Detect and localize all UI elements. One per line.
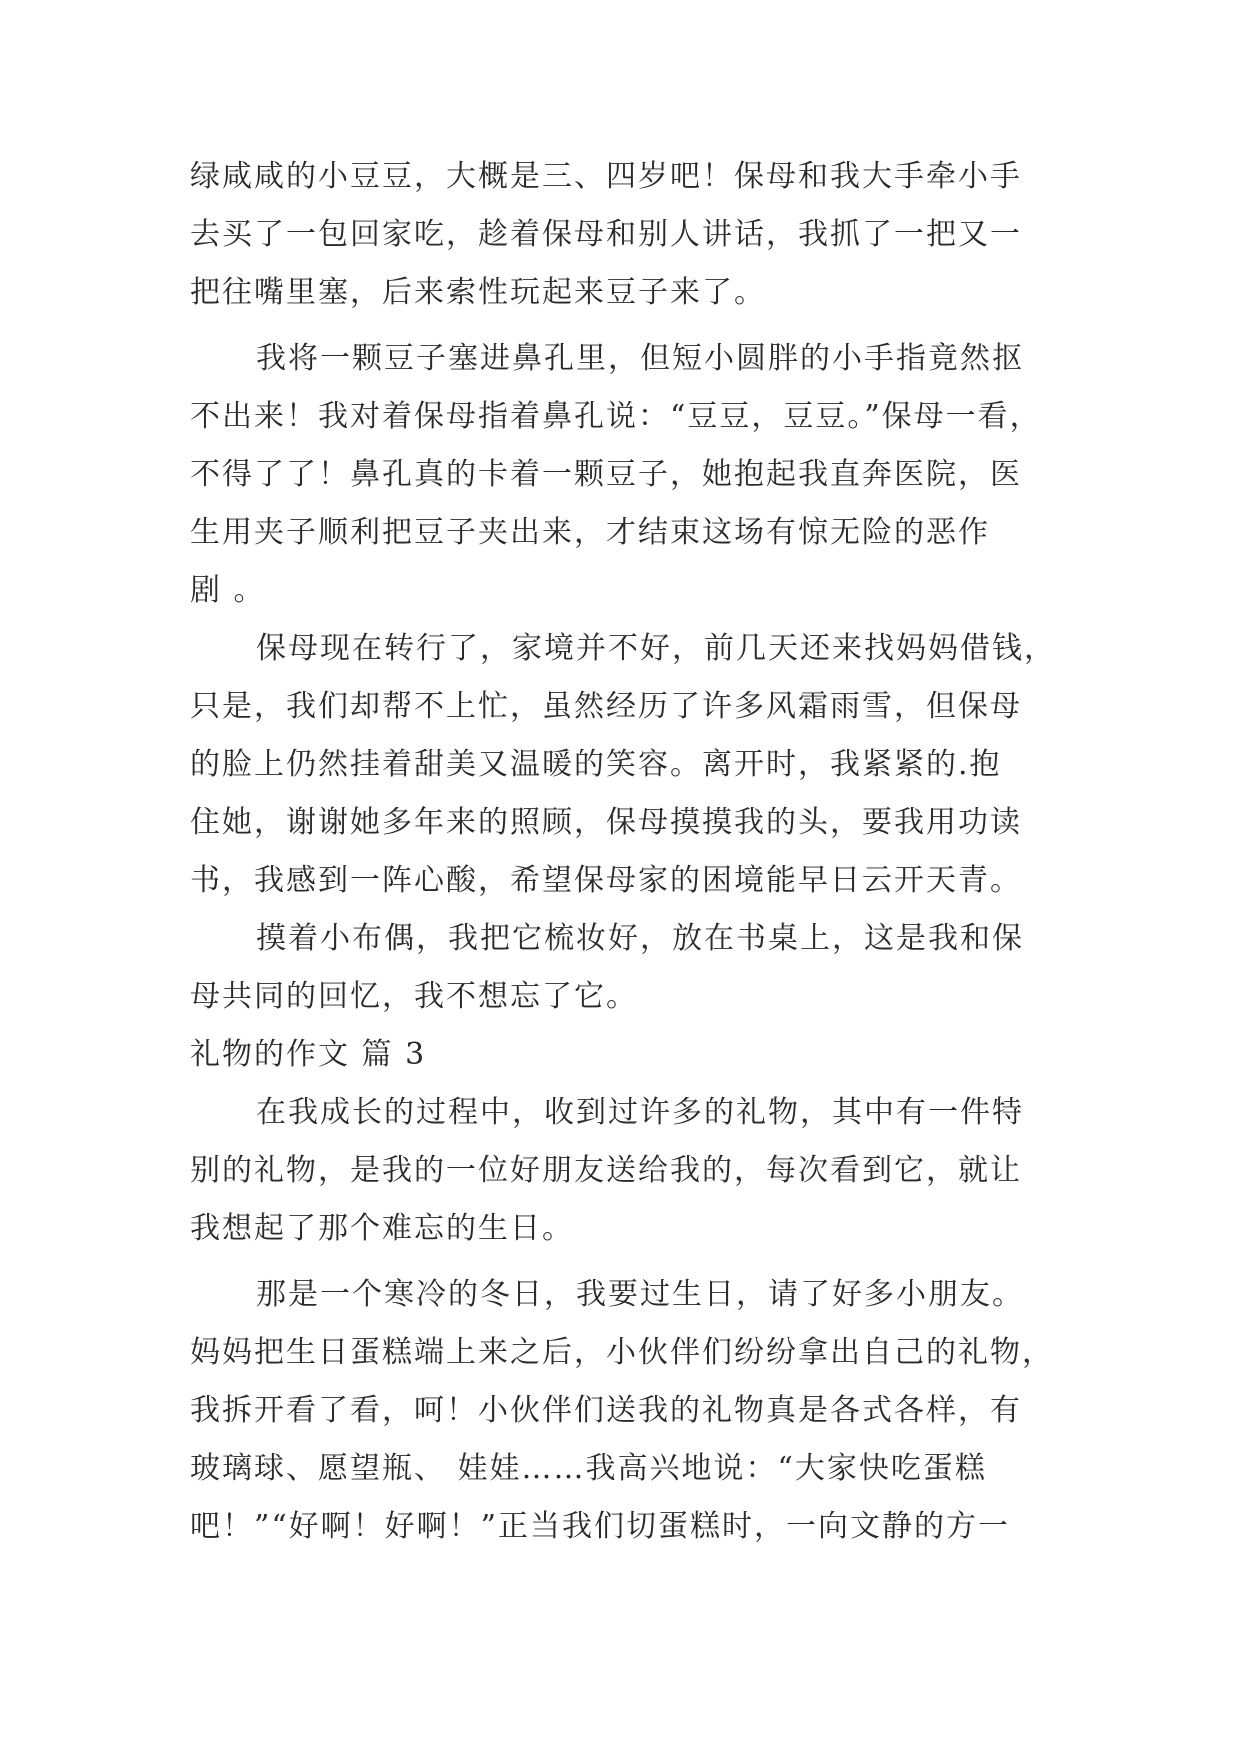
section-heading: 礼物的作文 篇 3 — [190, 1037, 427, 1072]
text-line: 把往嘴里塞，后来索性玩起来豆子来了。 — [190, 275, 766, 310]
text-line: 剧 。 — [190, 573, 266, 608]
text-line: 不得了了！鼻孔真的卡着一颗豆子，她抱起我直奔医院，医 — [190, 457, 1022, 492]
text-line: 摸着小布偶，我把它梳妆好，放在书桌上，这是我和保 — [256, 921, 1024, 956]
text-line: 玻璃球、愿望瓶、 娃娃……我高兴地说：“大家快吃蛋糕 — [190, 1451, 987, 1486]
text-line: 母共同的回忆，我不想忘了它。 — [190, 979, 638, 1014]
text-line: 妈妈把生日蛋糕端上来之后，小伙伴们纷纷拿出自己的礼物， — [190, 1335, 1054, 1370]
text-line: 吧！”“好啊！好啊！”正当我们切蛋糕时，一向文静的方一 — [190, 1509, 1011, 1544]
text-line: 生用夹子顺利把豆子夹出来，才结束这场有惊无险的恶作 — [190, 515, 990, 550]
text-line: 住她，谢谢她多年来的照顾，保母摸摸我的头，要我用功读 — [190, 805, 1022, 840]
text-line: 书，我感到一阵心酸，希望保母家的困境能早日云开天青。 — [190, 863, 1022, 898]
text-line: 我将一颗豆子塞进鼻孔里，但短小圆胖的小手指竟然抠 — [256, 341, 1024, 376]
text-line: 不出来！我对着保母指着鼻孔说：“豆豆，豆豆。”保母一看， — [190, 399, 1042, 434]
text-line: 别的礼物，是我的一位好朋友送给我的，每次看到它，就让 — [190, 1153, 1022, 1188]
text-line: 那是一个寒冷的冬日，我要过生日，请了好多小朋友。 — [256, 1277, 1024, 1312]
text-line: 保母现在转行了，家境并不好，前几天还来找妈妈借钱， — [256, 631, 1056, 666]
text-line: 我想起了那个难忘的生日。 — [190, 1211, 574, 1246]
text-line: 绿咸咸的小豆豆，大概是三、四岁吧！保母和我大手牵小手 — [190, 159, 1022, 194]
text-line: 在我成长的过程中，收到过许多的礼物，其中有一件特 — [256, 1095, 1024, 1130]
text-line: 去买了一包回家吃，趁着保母和别人讲话，我抓了一把又一 — [190, 217, 1022, 252]
text-line: 我拆开看了看，呵！小伙伴们送我的礼物真是各式各样，有 — [190, 1393, 1022, 1428]
text-line: 只是，我们却帮不上忙，虽然经历了许多风霜雨雪，但保母 — [190, 689, 1022, 724]
text-line: 的脸上仍然挂着甜美又温暖的笑容。离开时，我紧紧的.抱 — [190, 747, 1002, 782]
